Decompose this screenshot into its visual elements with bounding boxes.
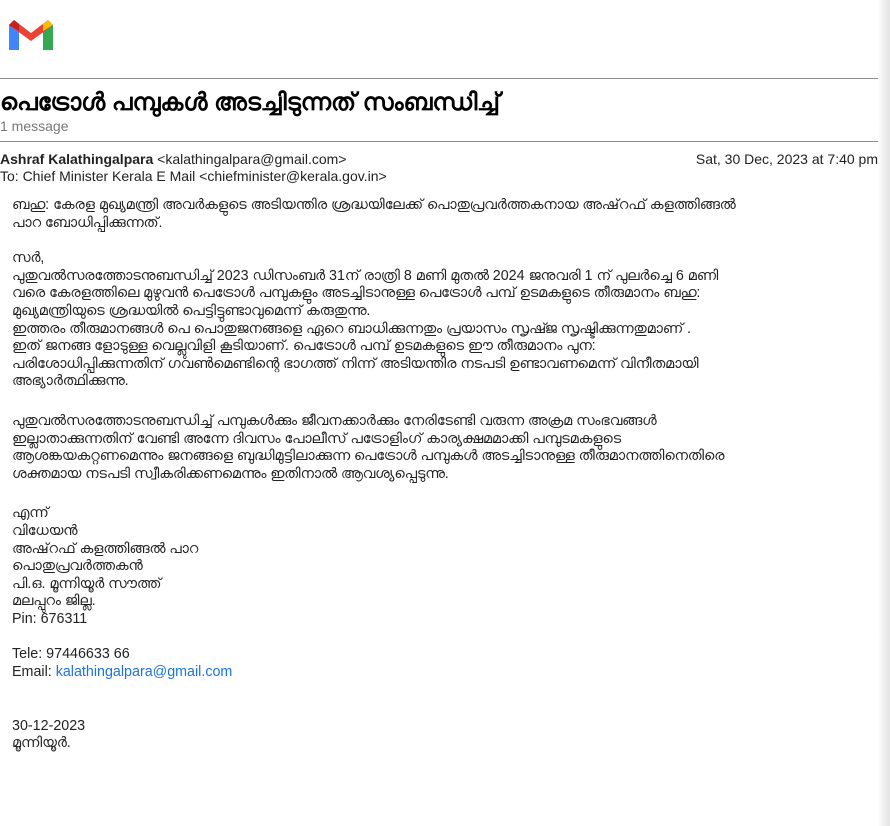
subject-divider xyxy=(0,141,878,142)
sender-name: Ashraf Kalathingalpara xyxy=(0,151,154,167)
body-signature: എന്ന് വിധേയൻ അഷ്‌റഫ് കളത്തിങ്ങൽ പാറ പൊതുപ്രവർത്തകൻ പി.ഒ. മൂന്നിയൂർ സൗത്ത് മലപ്പുറം ജില്ല. Pin: 676311 xyxy=(12,505,199,627)
body-paragraph-2: പുതുവൽസരത്തോടനുബന്ധിച്ച് പമ്പുകൾക്കും ജീവനക്കാർക്കും നേരിടേണ്ടി വരുന്ന അക്രമ സംഭവങ്ങൾ ഇല്ലാതാക്കുന്നതിന് വേണ്ടി അന്നേ ദിവസം പോലീസ് പട്രോളിംഗ് കാര്യക്ഷമമാക്കി പമ്പുടമകളുടെ ആശങ്കയകറ്റണമെന്നും ജനങ്ങളെ ബുദ്ധിമുട്ടിലാക്കുന്ന പെട്രോൾ പമ്പുകൾ അടച്ചിടാനുള്ള തീരുമാനത്തിനെതിരെ ശക്തമായ നടപടി സ്വീകരിക്കണമെന്നും ഇതിനാൽ ആവശ്യപ്പെടുന്നു. xyxy=(12,412,725,482)
message-count: 1 message xyxy=(0,118,69,134)
sender-line xyxy=(0,151,346,168)
body-telephone: Tele: 97446633 66 xyxy=(12,646,130,663)
body-email-link[interactable]: kalathingalpara@gmail.com xyxy=(55,664,233,681)
header-divider xyxy=(0,78,878,79)
email-subject: പെട്രോൾ പമ്പുകൾ അടച്ചിടുന്നത് സംബന്ധിച്ച് xyxy=(0,89,500,116)
email-date: Sat, 30 Dec, 2023 at 7:40 pm xyxy=(695,151,878,167)
body-intro: ബഹു: കേരള മുഖ്യമന്ത്രി അവർകളുടെ അടിയന്തിര ശ്രദ്ധയിലേക്ക് പൊതുപ്രവർത്തകനായ അഷ്‌റഫ് കളത്തിങ്ങൽ പാറ ബോധിപ്പിക്കുന്നത്. xyxy=(12,197,736,231)
body-salutation: സർ, xyxy=(12,250,45,267)
gmail-logo-icon xyxy=(6,16,56,54)
recipient-line: To: Chief Minister Kerala E Mail <chiefminister@kerala.gov.in> xyxy=(0,168,387,184)
body-paragraph-1: പുതുവൽസരത്തോടനുബന്ധിച്ച് 2023 ഡിസംബർ 31ന് രാത്രി 8 മണി മുതൽ 2024 ജനുവരി 1 ന് പുലർച്ചെ 6 മണി വരെ കേരളത്തിലെ മുഴുവൻ പെട്രോൾ പമ്പുകളും അടച്ചിടാനുള്ള പെട്രോൾ പമ്പ് ഉടമകളുടെ തീരുമാനം ബഹു: മുഖ്യമന്ത്രിയുടെ ശ്രദ്ധയിൽ പെട്ടിട്ടുണ്ടാവുമെന്ന് കരുതുന്നു. ഇത്തരം തീരുമാനങ്ങൾ പെ പൊതുജനങ്ങളെ ഏറെ ബാധിക്കുന്നതും പ്രയാസം സൃഷ്ജ സൃഷ്ടിക്കുന്നതുമാണ് . ഇത് ജനങ്ങ ളോടുള്ള വെല്ലുവിളി കൂടിയാണ്. പെട്രോൾ പമ്പ് ഉടമകളുടെ ഈ തീരുമാനം പുന: പരിശോധിപ്പിക്കുന്നതിന് ഗവൺമെണ്ടിന്റെ ഭാഗത്ത് നിന്ന് അടിയന്തിര നടപടി ഉണ്ടാവണമെന്ന് വിനീതമായി അഭ്യാർത്ഥിക്കുന്നു. xyxy=(12,267,719,390)
email-body xyxy=(12,197,870,753)
sender-address: <kalathingalpara@gmail.com> xyxy=(157,151,347,167)
body-email-label: Email: xyxy=(12,664,56,681)
body-email-line xyxy=(12,664,870,682)
page-edge-shadow xyxy=(878,0,890,826)
body-footer-place: മൂന്നിയൂർ. xyxy=(12,735,71,752)
body-footer-date: 30-12-2023 xyxy=(12,717,86,734)
